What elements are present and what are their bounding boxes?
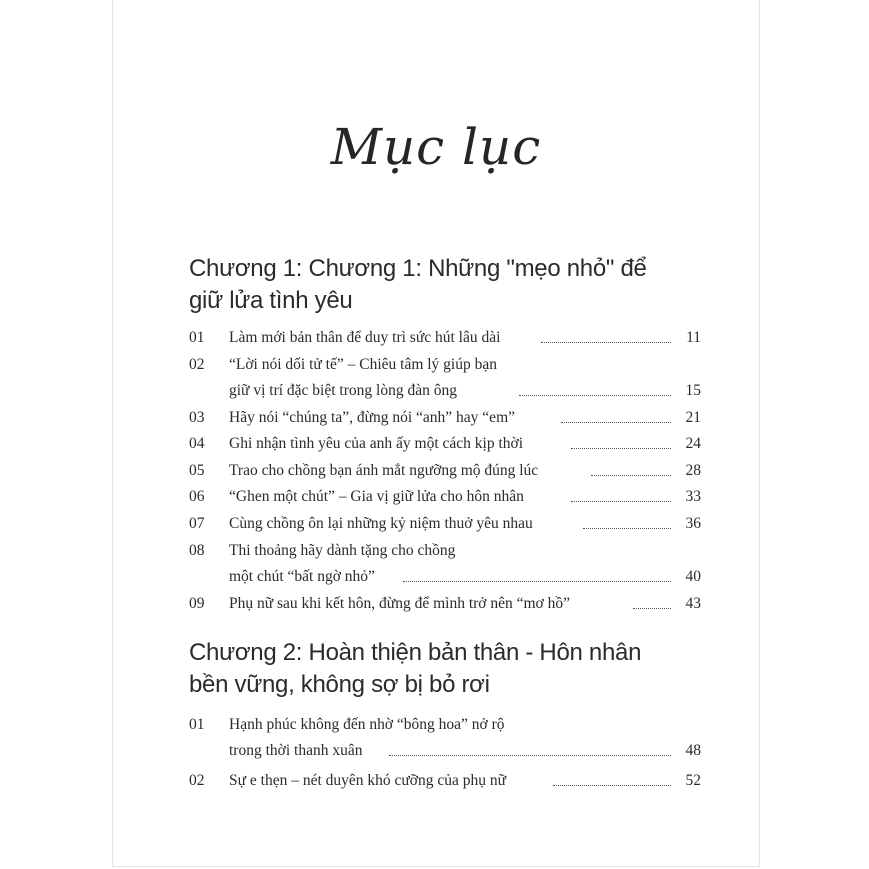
entry-page-number: 28 (685, 462, 701, 479)
dot-leader (541, 325, 675, 351)
dot-leader (561, 405, 675, 431)
entry-page-number: 15 (685, 382, 701, 399)
entry-page-number: 21 (685, 409, 701, 426)
toc-entry[interactable] (189, 538, 701, 590)
toc-entry[interactable] (189, 712, 701, 764)
dot-leader (403, 564, 675, 590)
dot-leader (633, 591, 675, 617)
entry-title: Cùng chồng ôn lại những kỷ niệm thuở yêu nhau (229, 515, 533, 532)
toc-entry[interactable] (189, 768, 701, 794)
toc-entry[interactable] (189, 405, 701, 431)
dot-leader (583, 511, 675, 537)
entry-title: Trao cho chồng bạn ánh mắt ngưỡng mộ đúng lúc (229, 462, 539, 479)
chapter-title-line: Chương 2: Hoàn thiện bản thân - Hôn nhân (189, 639, 642, 666)
toc-entry[interactable] (189, 591, 701, 617)
entry-page-number: 11 (686, 329, 701, 346)
entry-page-number: 33 (685, 488, 701, 505)
entry-page-number: 40 (685, 568, 701, 585)
entry-title: Ghi nhận tình yêu của anh ấy một cách kịp thời (229, 435, 524, 452)
entry-title: Thi thoảng hãy dành tặng cho chồng (229, 542, 456, 559)
entry-title-continued: giữ vị trí đặc biệt trong lòng đàn ông (229, 382, 457, 399)
entry-title-continued: một chút “bất ngờ nhỏ” (229, 568, 375, 585)
entry-number: 05 (189, 462, 205, 479)
entry-title: Làm mới bản thân để duy trì sức hút lâu dài (229, 329, 501, 346)
chapter-title-line: bền vững, không sợ bị bỏ rơi (189, 671, 490, 698)
toc-entry[interactable] (189, 511, 701, 537)
book-page (112, 0, 760, 867)
entry-title: Phụ nữ sau khi kết hôn, đừng để mình trở nên “mơ hồ” (229, 595, 570, 612)
chapter-2-heading (189, 637, 689, 701)
dot-leader (389, 738, 675, 764)
entry-page-number: 43 (685, 595, 701, 612)
chapter-title-line: Chương 1: Chương 1: Những "mẹo nhỏ" để (189, 255, 647, 282)
dot-leader (591, 458, 675, 484)
toc-entry[interactable] (189, 431, 701, 457)
entry-number: 06 (189, 488, 205, 505)
toc-entry[interactable] (189, 325, 701, 351)
entry-title-continued: trong thời thanh xuân (229, 742, 363, 759)
entry-page-number: 36 (685, 515, 701, 532)
page-title: Mục lục (330, 118, 542, 176)
entry-page-number: 48 (685, 742, 701, 759)
dot-leader (571, 484, 675, 510)
toc-entry[interactable] (189, 458, 701, 484)
chapter-1-heading (189, 253, 689, 317)
chapter-title-line: giữ lửa tình yêu (189, 287, 353, 314)
entry-number: 03 (189, 409, 205, 426)
entry-number: 01 (189, 716, 205, 733)
entry-page-number: 52 (685, 772, 701, 789)
entry-title: “Lời nói dối tử tế” – Chiêu tâm lý giúp bạn (229, 356, 497, 373)
dot-leader (571, 431, 675, 457)
entry-title: Hạnh phúc không đến nhờ “bông hoa” nở rộ (229, 716, 505, 733)
dot-leader (553, 768, 675, 794)
toc-entry[interactable] (189, 352, 701, 404)
entry-number: 02 (189, 356, 205, 373)
toc-entry[interactable] (189, 484, 701, 510)
entry-title: “Ghen một chút” – Gia vị giữ lửa cho hôn nhân (229, 488, 524, 505)
entry-title: Hãy nói “chúng ta”, đừng nói “anh” hay “em” (229, 409, 516, 426)
dot-leader (519, 378, 675, 404)
entry-number: 02 (189, 772, 205, 789)
entry-title: Sự e thẹn – nét duyên khó cưỡng của phụ nữ (229, 772, 507, 789)
entry-number: 01 (189, 329, 205, 346)
entry-number: 08 (189, 542, 205, 559)
entry-number: 04 (189, 435, 205, 452)
entry-number: 09 (189, 595, 205, 612)
entry-number: 07 (189, 515, 205, 532)
entry-page-number: 24 (685, 435, 701, 452)
